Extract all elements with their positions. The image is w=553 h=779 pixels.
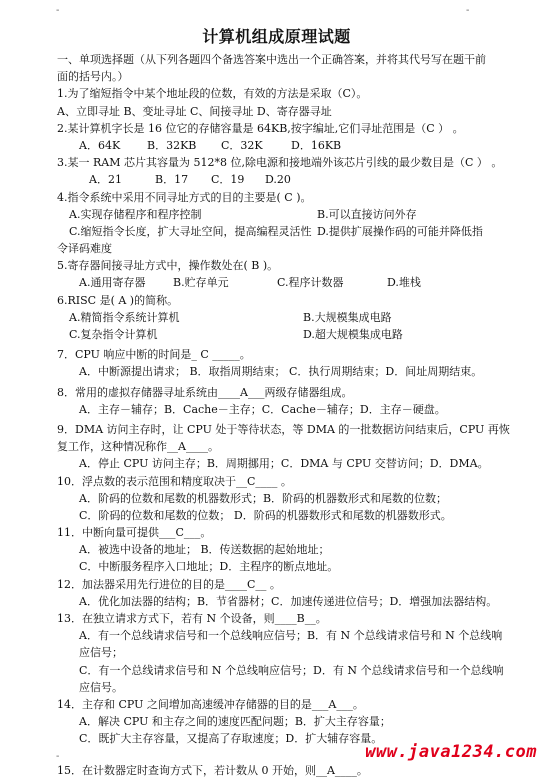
q4-option-c: C.缩短指令长度，扩大寻址空间，提高编程灵活性: [69, 224, 312, 238]
q6-option-b: B.大规模集成电路: [303, 310, 392, 324]
q13-options-row2: C．有一个总线请求信号和 N 个总线响应信号；D．有 N 个总线请求信号和一个总线响: [79, 663, 504, 677]
q10-options-row1: A．阶码的位数和尾数的机器数形式；B．阶码的机器数形式和尾数的位数；: [79, 491, 448, 505]
q8-stem: 8．常用的虚拟存储器寻址系统由____A___两级存储器组成。: [57, 385, 353, 399]
q2-option-c: C．32K: [221, 138, 263, 152]
q9-stem: 9．DMA 访问主存时，让 CPU 处于等待状态，等 DMA 的一批数据访问结束后，CPU 再恢: [57, 422, 510, 436]
q13-options-row1: A．有一个总线请求信号和一个总线响应信号；B．有 N 个总线请求信号和 N 个总线响: [79, 629, 503, 643]
q9-options: A．停止 CPU 访问主存；B．周期挪用；C．DMA 与 CPU 交替访问；D．DMA。: [79, 457, 489, 471]
section-heading-cont: 面的括号内。）: [57, 70, 129, 84]
q4-option-d: D.提供扩展操作码的可能并降低指: [317, 224, 483, 238]
q14-stem: 14．主存和 CPU 之间增加高速缓冲存储器的目的是___A___。: [57, 697, 364, 711]
q2-options: [57, 137, 507, 154]
q4-option-d-cont: 令译码难度: [57, 242, 112, 256]
q5-option-b: B.贮存单元: [173, 276, 229, 290]
exam-body: [57, 51, 510, 779]
q14-options-row1: A．解决 CPU 和主存之间的速度匹配问题；B．扩大主存容量；: [79, 715, 391, 729]
q13-options-row1-cont: 应信号；: [79, 646, 123, 660]
watermark-url: www.java1234.com: [365, 742, 537, 762]
q5-option-a: A.通用寄存器: [79, 276, 146, 290]
q12-options: A．优化加法器的结构；B．节省器材；C．加速传递进位信号；D．增强加法器结构。: [79, 594, 498, 608]
q12-stem: 12．加法器采用先行进位的目的是____C__ 。: [57, 577, 281, 591]
q3-option-b: B．17: [155, 173, 189, 187]
q4-option-b: B.可以直接访问外存: [317, 207, 417, 221]
corner-mark: -: [56, 5, 60, 16]
q10-stem: 10．浮点数的表示范围和精度取决于__C____ 。: [57, 474, 292, 488]
q6-option-d: D.超大规模集成电路: [303, 328, 403, 341]
q13-stem: 13．在独立请求方式下，若有 N 个设备，则____B__。: [57, 612, 327, 625]
q5-options: [57, 274, 507, 291]
corner-mark: -: [56, 751, 60, 762]
q3-option-d: D.20: [265, 173, 291, 187]
q2-option-b: B．32KB: [147, 138, 197, 152]
q5-option-c: C.程序计数器: [277, 276, 344, 290]
q11-stem: 11．中断向量可提供___C___。: [57, 526, 212, 540]
q6-option-c: C.复杂指令计算机: [69, 328, 158, 341]
q11-options-row1: A．被选中设备的地址； B．传送数据的起始地址；: [79, 543, 330, 557]
q5-option-d: D.堆栈: [387, 276, 421, 290]
q10-options-row2: C．阶码的位数和尾数的位数； D．阶码的机器数形式和尾数的机器数形式。: [79, 508, 452, 522]
q4-options-row2: [57, 223, 507, 240]
q1-options: A、立即寻址 B、变址寻址 C、间接寻址 D、寄存器寻址: [57, 104, 332, 118]
q3-options: [57, 171, 507, 188]
q4-options-row1: [57, 206, 507, 223]
q2-stem: 2.某计算机字长是 16 位它的存储容量是 64KB,按字编址,它们寻址范围是（C ） 。: [57, 121, 464, 135]
q5-stem: 5.寄存器间接寻址方式中，操作数处在( B )。: [57, 259, 279, 273]
q4-option-a: A.实现存储程序和程序控制: [69, 207, 202, 221]
section-heading: 一、单项选择题（从下列各题四个备选答案中选出一个正确答案，并将其代号写在题干前: [57, 53, 486, 66]
q2-option-a: A．64K: [79, 138, 121, 152]
page-title: 计算机组成原理试题: [202, 27, 351, 46]
q1-stem: 1.为了缩短指令中某个地址段的位数，有效的方法是采取（C）。: [57, 87, 368, 101]
q4-stem: 4.指令系统中采用不同寻址方式的目的主要是( C )。: [57, 190, 312, 204]
q15-stem: 15．在计数器定时查询方式下，若计数从 0 开始，则__A____。: [57, 763, 368, 777]
q8-options: A．主存－辅存；B．Cache－主存；C．Cache－辅存；D．主存－硬盘。: [79, 402, 446, 416]
q9-stem-cont: 复工作，这种情况称作__A____。: [57, 440, 219, 454]
q14-options-row2: C．既扩大主存容量，又提高了存取速度；D．扩大辅存容量。: [79, 732, 383, 746]
q3-option-a: A．21: [89, 173, 122, 187]
q6-stem: 6.RISC 是( A )的简称。: [57, 293, 179, 307]
q6-option-a: A.精简指令系统计算机: [69, 310, 180, 324]
q6-options-row1: [57, 309, 507, 326]
q3-stem: 3.某一 RAM 芯片其容量为 512*8 位,除电源和接地端外该芯片引线的最少数目是（C ） 。: [57, 156, 503, 170]
q3-option-c: C．19: [211, 173, 245, 187]
corner-mark: -: [466, 5, 470, 16]
q13-options-row2-cont: 应信号。: [79, 680, 123, 694]
q7-stem: 7．CPU 响应中断的时间是_ C _____。: [57, 348, 251, 362]
q11-options-row2: C．中断服务程序入口地址；D．主程序的断点地址。: [79, 560, 339, 574]
q7-options: A．中断源提出请求； B．取指周期结束； C．执行周期结束；D．间址周期结束。: [79, 365, 483, 379]
q2-option-d: D．16KB: [291, 138, 342, 152]
q6-options-row2: [57, 326, 507, 343]
